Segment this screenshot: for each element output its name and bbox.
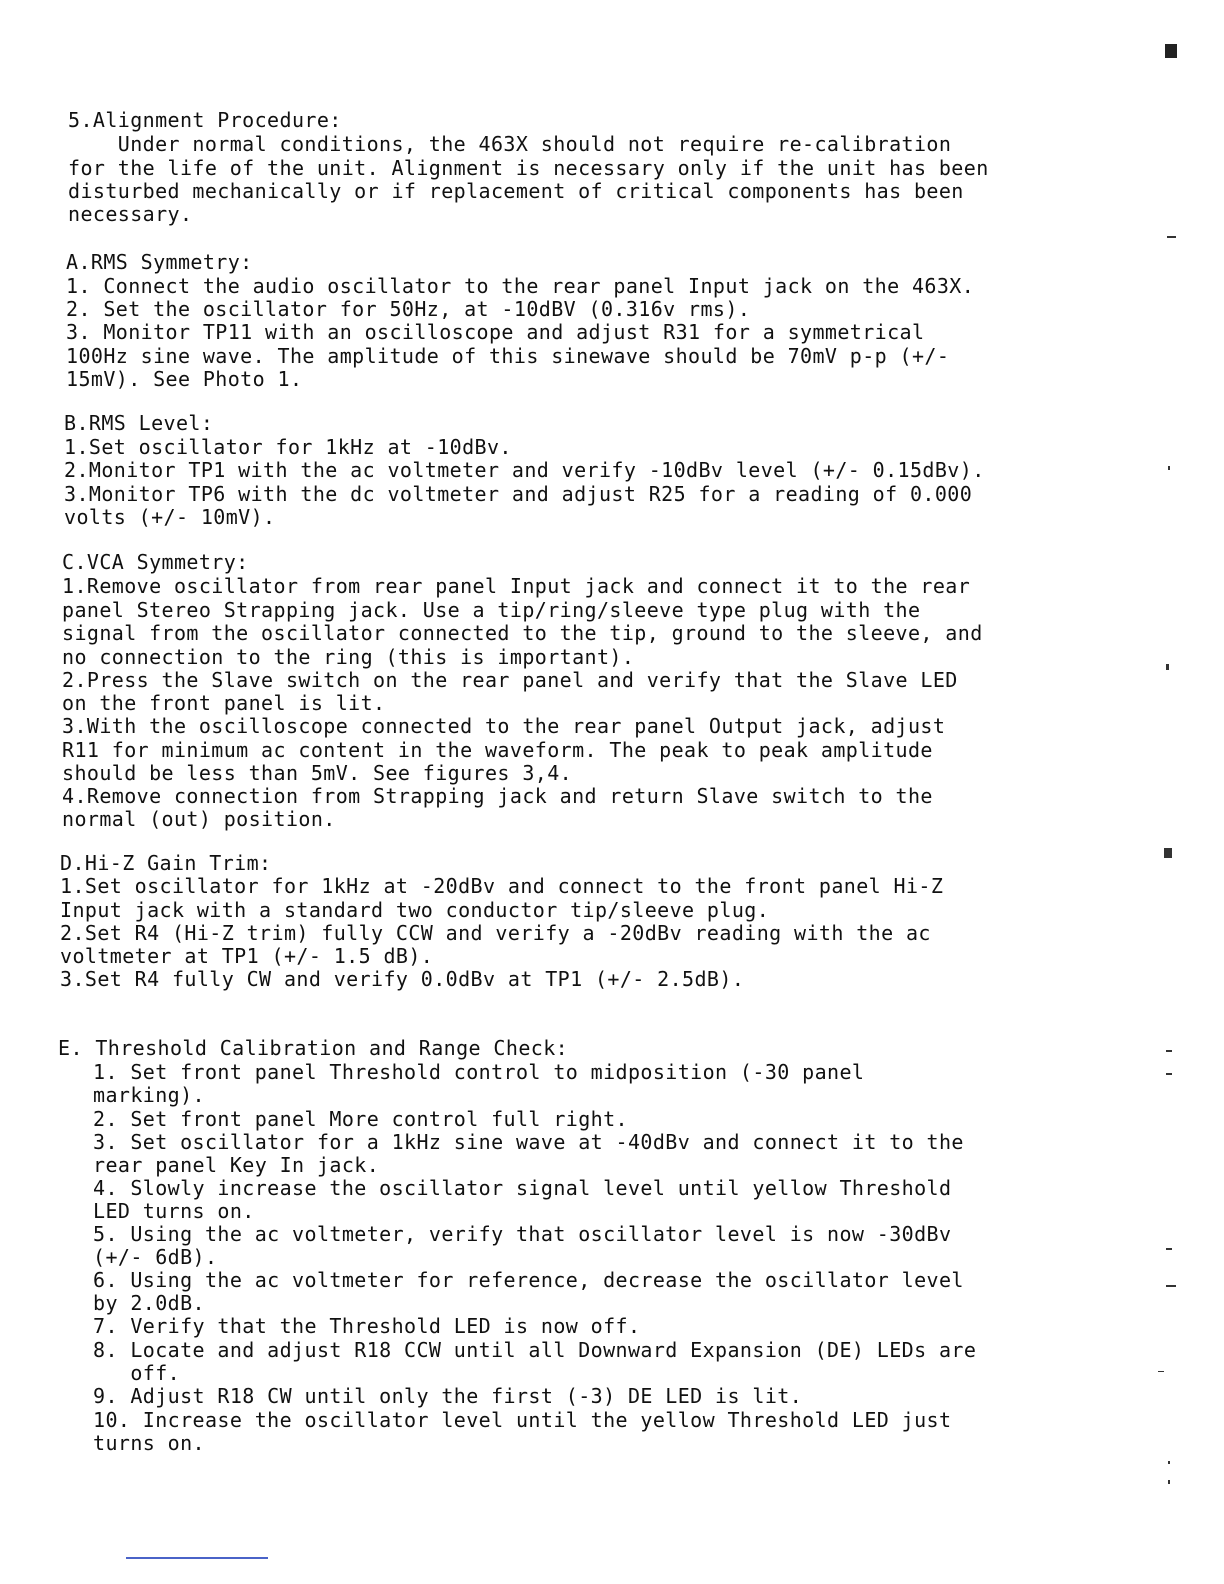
section-e-line: (+/- 6dB). [93,1245,218,1269]
section-c-line: 2.Press the Slave switch on the rear panel and verify that the Slave LED [62,668,958,692]
section-d-line: 2.Set R4 (Hi-Z trim) fully CCW and verify a -20dBv reading with the ac [60,921,931,945]
footer-rule [126,1557,268,1559]
section-c-line: 4.Remove connection from Strapping jack and return Slave switch to the [62,784,933,808]
section-e-line: LED turns on. [93,1199,255,1223]
section-b-line: 1.Set oscillator for 1kHz at -10dBv. [64,435,512,459]
section-e-line: 8. Locate and adjust R18 CCW until all Downward Expansion (DE) LEDs are [93,1338,977,1362]
scan-speck [1167,236,1176,238]
section-e-heading: E. Threshold Calibration and Range Check: [58,1036,569,1060]
section-d-line: Input jack with a standard two conductor tip/sleeve plug. [60,898,770,922]
section-e-line: 10. Increase the oscillator level until the yellow Threshold LED just [93,1408,952,1432]
section-c-line: on the front panel is lit. [62,691,386,715]
intro-line: Under normal conditions, the 463X should not require re-calibration [68,132,952,156]
section-a-line: 3. Monitor TP11 with an oscilloscope and adjust R31 for a symmetrical [66,320,925,344]
section-b-line: volts (+/- 10mV). [64,505,276,529]
section-e-line: turns on. [93,1431,205,1455]
scan-speck [1166,664,1169,670]
section-e-line: 2. Set front panel More control full right. [93,1107,628,1131]
section-e-line: by 2.0dB. [93,1291,205,1315]
scan-speck [1166,1050,1172,1052]
section-a-line: 100Hz sine wave. The amplitude of this sinewave should be 70mV p-p (+/- [66,344,950,368]
section-e-line: 3. Set oscillator for a 1kHz sine wave at -40dBv and connect it to the [93,1130,964,1154]
section-c-line: R11 for minimum ac content in the waveform. The peak to peak amplitude [62,738,933,762]
section-c-line: normal (out) position. [62,807,336,831]
section-e-line: 4. Slowly increase the oscillator signal level until yellow Threshold [93,1176,952,1200]
section-c-line: 1.Remove oscillator from rear panel Input jack and connect it to the rear [62,574,971,598]
scan-speck [1166,1285,1176,1287]
section-a-heading: A.RMS Symmetry: [66,250,253,274]
scan-speck [1164,848,1172,858]
section-d-line: 1.Set oscillator for 1kHz at -20dBv and connect to the front panel Hi-Z [60,874,944,898]
scan-speck [1168,466,1170,470]
section-d-line: 3.Set R4 fully CW and verify 0.0dBv at TP1 (+/- 2.5dB). [60,967,745,991]
section-b-line: 2.Monitor TP1 with the ac voltmeter and verify -10dBv level (+/- 0.15dBv). [64,458,985,482]
section-e-line: 1. Set front panel Threshold control to midposition (-30 panel [93,1060,865,1084]
scan-speck [1166,1073,1172,1075]
section-b-line: 3.Monitor TP6 with the dc voltmeter and adjust R25 for a reading of 0.000 [64,482,973,506]
intro-line: necessary. [68,202,193,226]
corner-scan-mark [1165,44,1177,58]
section-c-line: signal from the oscillator connected to the tip, ground to the sleeve, and [62,621,983,645]
section-c-line: panel Stereo Strapping jack. Use a tip/ring/sleeve type plug with the [62,598,921,622]
section-title: 5.Alignment Procedure: [68,108,342,132]
section-a-line: 15mV). See Photo 1. [66,367,303,391]
scan-speck [1168,1461,1170,1464]
section-e-line: off. [93,1361,181,1385]
scan-speck [1166,1248,1172,1250]
scan-speck [1168,1480,1170,1484]
section-d-heading: D.Hi-Z Gain Trim: [60,851,272,875]
intro-line: for the life of the unit. Alignment is necessary only if the unit has been [68,156,989,180]
section-e-line: 9. Adjust R18 CW until only the first (-3) DE LED is lit. [93,1384,803,1408]
section-e-line: rear panel Key In jack. [93,1153,380,1177]
section-a-line: 2. Set the oscillator for 50Hz, at -10dBV (0.316v rms). [66,297,751,321]
section-e-line: 7. Verify that the Threshold LED is now off. [93,1314,641,1338]
section-e-line: 5. Using the ac voltmeter, verify that oscillator level is now -30dBv [93,1222,952,1246]
section-b-heading: B.RMS Level: [64,411,214,435]
section-c-line: 3.With the oscilloscope connected to the rear panel Output jack, adjust [62,714,946,738]
section-c-line: no connection to the ring (this is important). [62,645,635,669]
section-d-line: voltmeter at TP1 (+/- 1.5 dB). [60,944,434,968]
section-c-line: should be less than 5mV. See figures 3,4. [62,761,573,785]
section-c-heading: C.VCA Symmetry: [62,550,249,574]
intro-line: disturbed mechanically or if replacement of critical components has been [68,179,964,203]
section-e-line: 6. Using the ac voltmeter for reference, decrease the oscillator level [93,1268,964,1292]
section-a-line: 1. Connect the audio oscillator to the rear panel Input jack on the 463X. [66,274,975,298]
section-e-line: marking). [93,1083,205,1107]
scan-speck [1158,1371,1164,1372]
